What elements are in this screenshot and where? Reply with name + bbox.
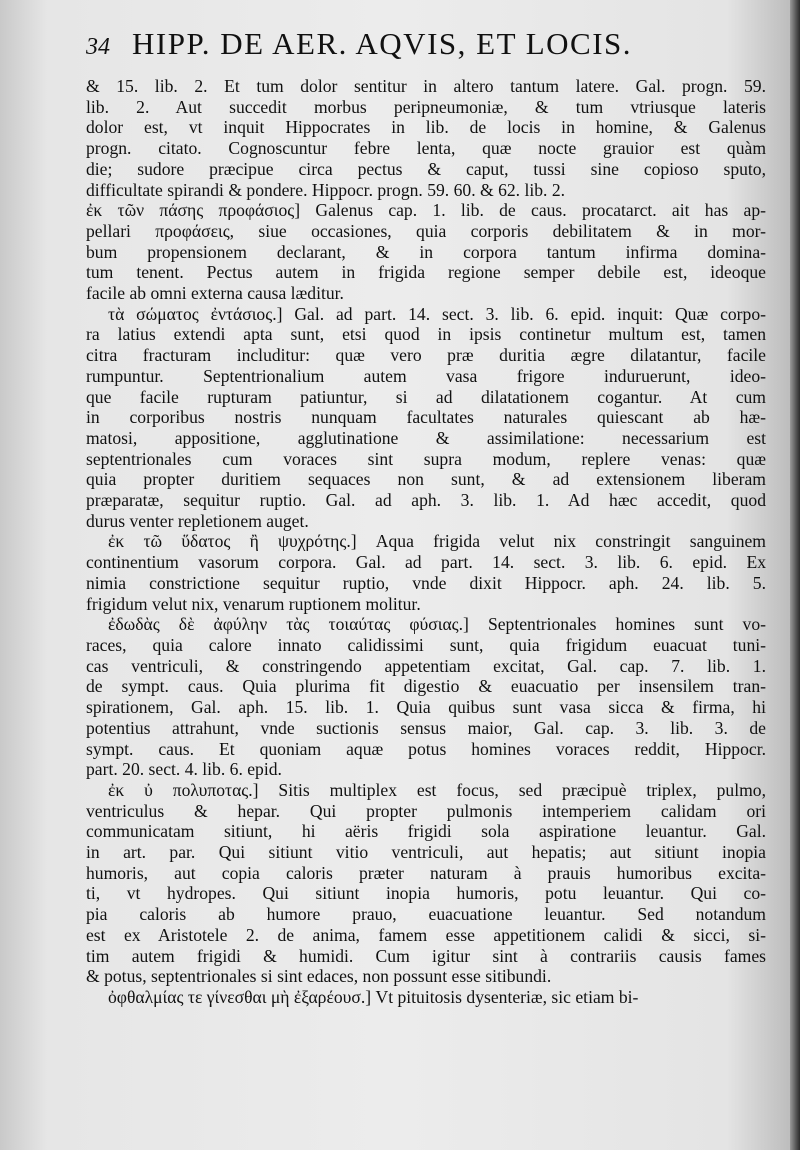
- text-line: ἐδωδὰς δὲ ἀφύλην τὰς τοιαύτας φύσιας.] Septentrionales homines sunt vo-: [108, 614, 766, 635]
- text-line: frigidum velut nix, venarum ruptionem molitur.: [86, 593, 421, 614]
- text-line: tim autem frigidi & humidi. Cum igitur sint à contrariis causis fames: [86, 945, 766, 966]
- text-line: est ex Aristotele 2. de anima, famem esse appetitionem calidi & sicci, si-: [86, 924, 766, 945]
- text-line: matosi, appositione, agglutinatione & assimilatione: necessarium est: [86, 427, 766, 448]
- text-line: & 15. lib. 2. Et tum dolor sentitur in altero tantum latere. Gal. progn. 59.: [86, 76, 766, 96]
- running-head: [86, 26, 766, 62]
- text-line: citra fracturam includitur: quæ vero præ duritia ægre dilatantur, facile: [86, 345, 766, 366]
- paragraph-p3: [86, 304, 766, 532]
- text-line: cas ventriculi, & constringendo appetentiam excitat, Gal. cap. 7. lib. 1.: [86, 655, 766, 676]
- text-line: pellari προφάσεις, siue occasiones, quia corporis debilitatem & in mor-: [86, 220, 766, 241]
- text-line: dolor est, vt inquit Hippocrates in lib. de locis in homine, & Galenus: [86, 117, 766, 138]
- text-line: ἐκ τῶ ὕδατος ἢ ψυχρότης.] Aqua frigida velut nix constringit sanguinem: [108, 531, 766, 552]
- text-line: lib. 2. Aut succedit morbus peripneumoniæ, & tum vtriusque lateris: [86, 96, 766, 117]
- text-line: in corporibus nostris nunquam facultates naturales quiescant ab hæ-: [86, 407, 766, 428]
- text-line: difficultate spirandi & pondere. Hippocr. progn. 59. 60. & 62. lib. 2.: [86, 179, 566, 200]
- text-line: τὰ σώματος ἐντάσιος.] Gal. ad part. 14. sect. 3. lib. 6. epid. inquit: Quæ corpo-: [108, 303, 766, 324]
- paragraph-p2: [86, 200, 766, 304]
- text-line: quia propter duritiem sequaces non sunt, & ad extensionem liberam: [86, 469, 766, 490]
- text-line: spirationem, Gal. aph. 15. lib. 1. Quia quibus sunt vasa sicca & firma, hi: [86, 697, 766, 718]
- text-line: potentius attrahunt, vnde suctionis sensus maior, Gal. cap. 3. lib. 3. de: [86, 717, 766, 738]
- text-line: ti, vt hydropes. Qui sitiunt inopia humoris, potu leuantur. Qui co-: [86, 883, 766, 904]
- body-text: [86, 76, 766, 1008]
- paragraph-p5: [86, 614, 766, 780]
- text-line: ὀφθαλμίας τε γίνεσθαι μὴ ἐξαρέουσ.] Vt pituitosis dysenteriæ, sic etiam bi-: [108, 986, 639, 1007]
- text-line: septentrionales cum voraces sint supra modum, replere venas: quæ: [86, 448, 766, 469]
- text-line: continentium vasorum corpora. Gal. ad part. 14. sect. 3. lib. 6. epid. Ex: [86, 552, 766, 573]
- text-line: pia caloris ab humore prauo, euacuatione leuantur. Sed notandum: [86, 904, 766, 925]
- text-line: humoris, aut copia caloris præter naturam à prauis humoribus excita-: [86, 862, 766, 883]
- page-number: 34: [86, 34, 110, 60]
- text-line: part. 20. sect. 4. lib. 6. epid.: [86, 759, 282, 780]
- text-line: & potus, septentrionales si sint edaces, non possunt esse sitibundi.: [86, 966, 552, 987]
- text-line: races, quia calore innato calidissimi sunt, quia frigidum euacuat tuni-: [86, 634, 766, 655]
- text-line: die; sudore præcipue circa pectus & caput, tussi sine copioso sputo,: [86, 158, 766, 179]
- text-line: ventriculus & hepar. Qui propter pulmonis intemperiem calidam ori: [86, 800, 766, 821]
- text-line: ἐκ ὐ πολυποτας.] Sitis multiplex est focus, sed præcipuè triplex, pulmo,: [108, 779, 766, 800]
- text-line: de sympt. caus. Quia plurima fit digestio & euacuatio per insensilem tran-: [86, 676, 766, 697]
- text-line: bum propensionem declarant, & in corpora tantum infirma domina-: [86, 241, 766, 262]
- text-line: rumpuntur. Septentrionalium autem vasa frigore induruerunt, ideo-: [86, 365, 766, 386]
- text-line: communicatam sitiunt, hi aëris frigidi sola aspiratione leuantur. Gal.: [86, 821, 766, 842]
- text-line: præparatæ, sequitur ruptio. Gal. ad aph. 3. lib. 1. Ad hæc accedit, quod: [86, 490, 766, 511]
- running-title: HIPP. DE AER. AQVIS, ET LOCIS.: [132, 26, 633, 61]
- text-line: durus venter repletionem auget.: [86, 510, 309, 531]
- text-line: progn. citato. Cognoscuntur febre lenta, quæ nocte grauior est quàm: [86, 138, 766, 159]
- paragraph-p7: [86, 987, 766, 1008]
- text-line: nimia constrictione sequitur ruptio, vnde dixit Hippocr. aph. 24. lib. 5.: [86, 572, 766, 593]
- text-line: facile ab omni externa causa læditur.: [86, 283, 344, 304]
- text-line: in art. par. Qui sitiunt vitio ventriculi, aut hepatis; aut sitiunt inopia: [86, 842, 766, 863]
- paragraph-p6: [86, 780, 766, 987]
- paragraph-p4: [86, 531, 766, 614]
- text-line: ra latius extendi apta sunt, etsi quod in ipsis continetur multum est, tamen: [86, 324, 766, 345]
- text-line: sympt. caus. Et quoniam aquæ potus homines voraces reddit, Hippocr.: [86, 738, 766, 759]
- text-line: ἐκ τῶν πάσης προφάσιος] Galenus cap. 1. lib. de caus. procatarct. ait has ap-: [86, 200, 766, 221]
- text-line: que facile rupturam patiuntur, si ad dilatationem cogantur. At cum: [86, 386, 766, 407]
- book-spine-shadow: [790, 0, 800, 1150]
- text-line: tum tenent. Pectus autem in frigida regione semper debile est, ideoque: [86, 262, 766, 283]
- paragraph-p1: [86, 76, 766, 200]
